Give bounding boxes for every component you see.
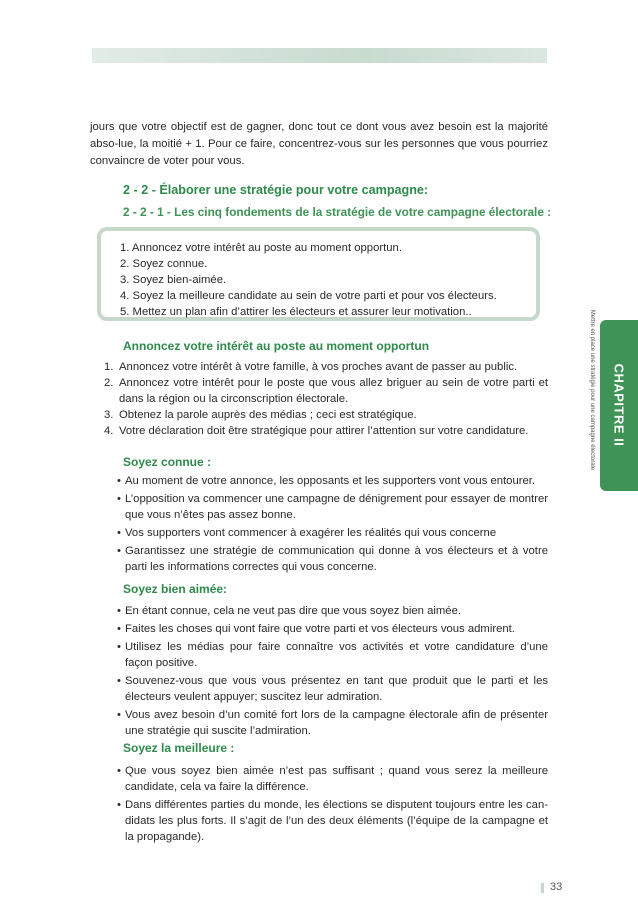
- list-item: • Au moment de votre annonce, les opposants et les supporters vont vous entourer.: [117, 475, 536, 487]
- list-item: 3. Soyez bien-aimée.: [120, 274, 227, 286]
- chapter-tab-label: CHAPITRE II: [611, 363, 627, 447]
- loved-list: [117, 603, 548, 741]
- header-decorative-band: [92, 48, 547, 63]
- list-item: • Faites les choses qui vont faire que votre parti et vos électeurs vous admirent.: [117, 623, 515, 635]
- list-item: 1. Annoncez votre intérêt à votre famille, à vos proches avant de passer au public.: [104, 361, 518, 373]
- section-title-best: Soyez la meilleure :: [123, 741, 235, 755]
- list-item: 5. Mettez un plan afin d’attirer les électeurs et assurer leur motivation..: [120, 306, 472, 318]
- subsection-heading-foundations: 2 - 2 - 1 - Les cinq fondements de la stratégie de votre campagne électorale :: [123, 205, 552, 219]
- chapter-caption: Mettre en place une stratégie pour une campagne électorale: [589, 309, 595, 471]
- section-title-announce: Annoncez votre intérêt au poste au moment opportun: [123, 339, 430, 353]
- list-item: • Garantissez une stratégie de communication qui donne à vos électeurs et à votre parti les informations correctes qui vous concerne.: [117, 545, 548, 573]
- foundations-box: [97, 227, 540, 321]
- list-item: 2. Soyez connue.: [120, 258, 208, 270]
- list-item: 3. Obtenez la parole auprès des médias ; ceci est stratégique.: [104, 409, 417, 421]
- announce-list: [104, 359, 548, 439]
- list-item: • Dans différentes parties du monde, les élections se disputent toujours entre les can-didats les plus forts. Il s’agit de l’un des deux éléments (l’équipe de la campagne et la propagande).: [117, 799, 548, 843]
- page-number-marker: [541, 883, 544, 893]
- list-item: • L’opposition va commencer une campagne de dénigrement pour essayer de montrer que vous n’êtes pas assez bonne.: [117, 493, 548, 521]
- list-item: 4. Votre déclaration doit être stratégique pour attirer l’attention sur votre candidature.: [104, 425, 529, 437]
- list-item: • Souvenez-vous que vous vous présentez en tant que produit que le parti et les électeurs veulent appuyer; suscitez leur admiration.: [117, 675, 548, 703]
- list-item: 2. Annoncez votre intérêt pour le poste que vous allez briguer au sein de votre parti et dans la région ou la circonscription électorale.: [104, 377, 548, 405]
- section-title-loved: Soyez bien aimée:: [123, 582, 228, 596]
- list-item: • Vos supporters vont commencer à exagérer les réalités qui vous concerne: [117, 527, 497, 539]
- best-list: [117, 763, 548, 847]
- list-item: • En étant connue, cela ne veut pas dire que vous soyez bien aimée.: [117, 605, 461, 617]
- section-title-known: Soyez connue :: [123, 455, 212, 469]
- intro-paragraph: jours que votre objectif est de gagner, donc tout ce dont vous avez besoin est la majorité abso-lue, la moitié + 1. Pour ce faire, concentrez-vous sur les personnes que vous pourriez convaincre de voter pour vous.: [90, 121, 548, 167]
- list-item: • Que vous soyez bien aimée n’est pas suffisant ; quand vous serez la meilleure candidate, cela va faire la différence.: [117, 765, 548, 793]
- list-item: • Utilisez les médias pour faire connaître vos activités et votre candidature d’une façon positive.: [117, 641, 548, 669]
- list-item: 1. Annoncez votre intérêt au poste au moment opportun.: [120, 242, 402, 254]
- page-number: 33: [550, 881, 563, 893]
- known-list: [117, 473, 548, 577]
- list-item: • Vous avez besoin d’un comité fort lors de la campagne électorale afin de présenter une stratégie qui suscite l’admiration.: [117, 709, 548, 737]
- list-item: 4. Soyez la meilleure candidate au sein de votre parti et pour vos électeurs.: [120, 290, 497, 302]
- section-heading-strategy: 2 - 2 - Élaborer une stratégie pour votre campagne:: [123, 183, 429, 197]
